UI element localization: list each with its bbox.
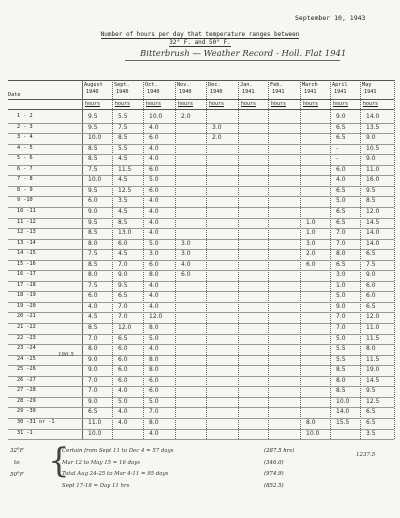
data-cell: 10.0 [88,429,102,437]
data-cell: 14.0 [366,229,380,237]
data-cell: 16.0 [366,176,380,184]
data-cell: 4.0 [149,207,159,215]
data-cell: 3.5 [366,429,376,437]
data-cell: 9.0 [336,302,346,310]
data-cell: 4.0 [149,345,159,353]
data-cell: 7.0 [336,313,346,321]
data-cell: 19.0 [366,366,380,374]
data-cell: 8.0 [336,250,346,258]
data-cell: 6.5 [336,134,346,142]
date-range-label: 27 -28 [17,387,36,394]
data-cell: 5.0 [149,397,159,405]
data-cell: 4.0 [149,155,159,163]
month-header: Dec. [208,82,221,88]
data-cell: 4.0 [149,123,159,131]
data-cell: 5.0 [336,334,346,342]
data-cell: 3.0 [212,123,222,131]
data-cell: 12.0 [366,313,380,321]
data-cell: 6.0 [149,376,159,384]
data-cell: 4.0 [149,292,159,300]
data-cell: 4.5 [118,176,128,184]
data-cell: 11.0 [88,418,102,426]
handwritten-title: Bitterbrush — Weather Record - Holl. Flat 1941 [140,49,347,59]
data-cell: 3.0 [336,271,346,279]
data-cell: 4.0 [149,197,159,205]
date-range-label: 15 -16 [17,260,36,267]
data-cell: 9.0 [88,207,98,215]
unit-label: hours [303,101,319,107]
data-cell: 8.0 [149,418,159,426]
date-range-label: 11 -12 [17,218,36,225]
year-header: 1940 [147,89,160,95]
units-rule [8,109,394,110]
data-cell: 9.0 [366,155,376,163]
data-cell: 6.0 [336,165,346,173]
data-cell: 6.5 [88,408,98,416]
data-cell: 1.0 [306,229,316,237]
data-cell: 4.0 [149,429,159,437]
header-top-rule [8,80,394,81]
data-cell: 11.0 [366,165,380,173]
data-cell: 10.0 [88,176,102,184]
data-cell: 8.0 [336,376,346,384]
data-cell: 11.5 [366,334,380,342]
data-cell: 9.0 [336,113,346,120]
data-cell: 11.5 [366,355,380,363]
header-bottom-rule [8,99,394,100]
data-cell: 5.0 [336,197,346,205]
month-header: May [362,82,372,88]
note-line-2: Mar 12 to May 15 = 16 days [62,459,141,466]
data-cell: 10.0 [306,429,320,437]
data-cell: 6.5 [366,408,376,416]
data-cell: 6.5 [336,260,346,268]
data-cell: 4.5 [118,155,128,163]
year-header: 1941 [272,89,285,95]
data-cell: 7.0 [118,302,128,310]
data-cell: 7.0 [118,313,128,321]
date-range-label: 14 -15 [17,250,36,257]
data-cell: 6.5 [366,418,376,426]
data-cell: 14.5 [366,376,380,384]
handwritten-title-underline [125,60,340,61]
note-line-3: Total Aug 24-25 to Mar 4-11 = 95 days [62,471,169,477]
date-range-label: 8 - 9 [17,186,33,193]
data-cell: 5.0 [149,334,159,342]
data-cell: 6.0 [88,197,98,205]
data-cell: 12.5 [366,397,380,405]
data-cell: 3.0 [306,239,316,247]
date-range-label: 18 -19 [17,292,36,299]
date-range-label: 22 -23 [17,334,36,341]
data-cell: 7.0 [88,334,98,342]
data-cell: 6.0 [118,355,128,363]
data-cell: 6.0 [149,165,159,173]
data-cell: 8.0 [306,418,316,426]
month-header: April [332,82,348,88]
data-cell: 5.5 [336,345,346,353]
data-cell: 5.5 [336,355,346,363]
year-header: 1940 [210,89,223,95]
data-cell: 2.0 [306,250,316,258]
unit-label: hours [178,101,194,107]
data-cell: 8.5 [118,218,128,226]
year-header: 1940 [86,89,99,95]
data-cell: 8.5 [366,197,376,205]
month-header: Jan. [240,82,253,88]
data-cell: 9.5 [366,186,376,194]
note-line-4: Sept 17-18 = Day 11 hrs [62,482,130,489]
data-cell: 5.0 [336,292,346,300]
data-cell: 12.0 [118,324,132,331]
date-range-label: 29 -30 [17,408,36,415]
data-cell: 10.5 [366,144,380,152]
date-range-label: 28 -29 [17,397,36,404]
row-rule [8,439,394,440]
data-cell: 4.0 [149,302,159,310]
date-range-label: 25 -26 [17,366,36,373]
data-cell: 1.0 [336,281,346,289]
unit-label: hours [271,101,287,107]
data-cell: 9.0 [366,271,376,279]
date-range-label: 6 - 7 [17,165,33,172]
side-label-50f: 50°F [10,472,24,478]
data-cell: 5.5 [118,144,128,152]
total-3: (974.9) [264,471,284,477]
data-cell: 7.0 [336,229,346,237]
data-cell: 8.5 [88,155,98,163]
data-cell: 7.0 [88,387,98,395]
date-range-label: 4 - 5 [17,144,33,151]
data-cell: 8.0 [366,345,376,353]
data-cell: 3.0 [181,239,191,247]
data-cell: 4.0 [118,418,128,426]
data-cell: 12.5 [118,186,132,194]
month-header: August [84,82,103,88]
note-line-1: Certain from Sept 11 to Dec 4 = 57 days [62,448,174,454]
data-cell: 9.5 [366,387,376,395]
data-cell: 6.0 [118,366,128,374]
data-cell: 11.0 [366,324,380,331]
data-cell: 8.5 [88,144,98,152]
date-range-label: 13 -14 [17,239,36,246]
data-cell: 7.5 [366,260,376,268]
data-cell: 14.5 [366,218,380,226]
date-range-label: 26 -27 [17,376,36,383]
year-header: 1940 [116,89,129,95]
data-cell: 5.0 [118,397,128,405]
data-cell: 6.0 [118,345,128,353]
year-header: 1941 [364,89,377,95]
date-range-label: 21 -22 [17,324,36,330]
data-cell: 9.0 [118,271,128,279]
date-range-label: 30 -31 or -1 [17,418,55,425]
grand-total: 1237.5 [356,452,376,458]
data-cell: 2.0 [212,134,222,142]
data-cell: 6.5 [366,302,376,310]
data-cell: 8.0 [88,345,98,353]
data-cell: 6.5 [336,207,346,215]
data-cell: 9.5 [88,113,98,120]
data-cell: 7.5 [88,281,98,289]
data-cell: 6.0 [88,292,98,300]
data-cell: 8.0 [88,239,98,247]
data-cell: 4.0 [149,144,159,152]
document-date: September 10, 1943 [295,14,366,22]
date-range-label: 24 -25 [17,355,36,362]
unit-label: hours [146,101,162,107]
unit-label: hours [333,101,349,107]
unit-label: hours [209,101,225,107]
data-cell: 6.5 [336,218,346,226]
data-cell: 9.5 [88,123,98,131]
date-column-header: Date [8,92,21,98]
data-cell: 7.0 [118,260,128,268]
data-cell: 6.5 [366,250,376,258]
data-cell: 7.0 [336,324,346,331]
date-range-label: 9 -10 [17,197,33,204]
data-cell: 7.5 [88,165,98,173]
data-cell: 10.0 [336,397,350,405]
data-cell: 4.5 [118,207,128,215]
data-cell: 7.0 [149,408,159,416]
row-rule [8,429,394,430]
data-cell: 8.5 [88,229,98,237]
data-cell: 6.5 [118,292,128,300]
data-cell: 8.0 [149,355,159,363]
data-cell: 6.0 [181,271,191,279]
data-cell: 9.0 [88,355,98,363]
data-cell: 15.5 [336,418,350,426]
month-header: Feb. [270,82,283,88]
year-header: 1941 [304,89,317,95]
data-cell: 8.0 [88,271,98,279]
data-cell: 4.0 [181,260,191,268]
date-range-label: 23 -24 [17,345,36,352]
year-header: 1940 [179,89,192,95]
data-cell: 4.0 [149,218,159,226]
data-cell: 4.0 [118,387,128,395]
date-range-label: 5 - 6 [17,155,33,162]
curly-brace: { [48,441,70,481]
data-cell: 8.5 [336,366,346,374]
data-cell: 9.0 [88,366,98,374]
data-cell: 5.5 [118,113,128,120]
data-cell: 8.5 [336,387,346,395]
data-cell: 7.0 [88,376,98,384]
unit-label: hours [363,101,379,107]
data-cell: 2.0 [181,113,191,120]
data-cell: 1.0 [306,218,316,226]
total-4: (852.5) [264,482,284,489]
data-cell: 8.5 [88,260,98,268]
data-cell: 6.0 [118,239,128,247]
data-cell: 9.0 [88,397,98,405]
data-cell: 13.5 [366,123,380,131]
data-cell: 12.0 [149,313,163,321]
data-cell: 7.5 [118,123,128,131]
year-header: 1941 [242,89,255,95]
data-cell: - [336,155,339,163]
month-header: Oct. [145,82,158,88]
data-cell: 9.5 [88,218,98,226]
data-cell: 6.0 [149,260,159,268]
total-2: (346.0) [264,459,284,466]
date-range-label: 31 -1 [17,429,33,436]
data-cell: 3.5 [118,197,128,205]
month-header: Sept. [114,82,130,88]
data-cell: 5.0 [149,239,159,247]
data-cell: 4.5 [88,313,98,321]
date-range-label: 16 -17 [17,271,36,278]
data-cell: 8.0 [149,324,159,331]
data-cell: - [336,144,339,152]
title-line-1: Number of hours per day that temperature ranges between [100,31,300,38]
unit-label: hours [241,101,257,107]
data-cell: 8.5 [88,324,98,331]
data-cell: 6.0 [306,260,316,268]
month-header: March [302,82,318,88]
date-range-label: 17 -18 [17,281,36,288]
data-cell: 6.0 [118,376,128,384]
unit-label: hours [115,101,131,107]
data-cell: 13.0 [118,229,132,237]
date-range-label: 1 - 2 [17,113,33,119]
date-range-label: 10 -11 [17,207,36,214]
data-cell: 8.0 [149,271,159,279]
month-header: Nov. [177,82,190,88]
data-cell: 4.0 [149,229,159,237]
data-cell: 8.5 [118,134,128,142]
handwritten-totals [264,446,294,492]
date-range-label: 2 - 3 [17,123,33,130]
data-cell: 14.0 [366,239,380,247]
column-divider [394,80,395,439]
data-cell: 3.0 [181,250,191,258]
data-cell: 6.5 [336,123,346,131]
date-range-label: 12 -13 [17,229,36,236]
data-cell: 7.5 [88,250,98,258]
date-range-label: 7 - 8 [17,176,33,183]
data-cell: 7.0 [336,239,346,247]
data-cell: 6.0 [149,387,159,395]
title-line-2: 32° F. and 50° F. [169,39,231,46]
data-cell: 6.0 [149,186,159,194]
data-cell: 10.0 [88,134,102,142]
data-cell: 6.5 [336,186,346,194]
data-cell: 5.0 [149,176,159,184]
data-cell: 6.5 [118,334,128,342]
data-cell: 11.5 [118,165,132,173]
data-cell: 4.0 [118,408,128,416]
total-1: (287.5 hrs) [264,448,295,454]
data-cell: 6.0 [366,281,376,289]
data-cell: 6.0 [366,292,376,300]
data-cell: 3.0 [149,250,159,258]
date-range-label: 3 - 4 [17,134,33,141]
side-label-32f: 32°F [10,448,24,454]
data-cell: 4.0 [149,281,159,289]
unit-label: hours [85,101,101,107]
data-cell: 12.0 [366,207,380,215]
data-cell: 9.5 [88,186,98,194]
data-cell: 6.0 [149,134,159,142]
year-header: 1941 [334,89,347,95]
data-cell: 8.0 [149,366,159,374]
data-cell: 4.0 [88,302,98,310]
date-range-label: 20 -21 [17,313,36,320]
data-cell: 14.0 [366,113,380,120]
margin-total-note: 186.5 [58,352,74,358]
data-cell: 9.0 [366,134,376,142]
data-cell: 10.0 [149,113,163,120]
data-cell: 14.0 [336,408,350,416]
date-range-label: 19 -20 [17,302,36,309]
data-cell: 4.5 [118,250,128,258]
data-cell: 9.5 [118,281,128,289]
side-label-to: to [14,460,20,466]
handwritten-notes [62,446,173,492]
data-cell: 4.0 [336,176,346,184]
